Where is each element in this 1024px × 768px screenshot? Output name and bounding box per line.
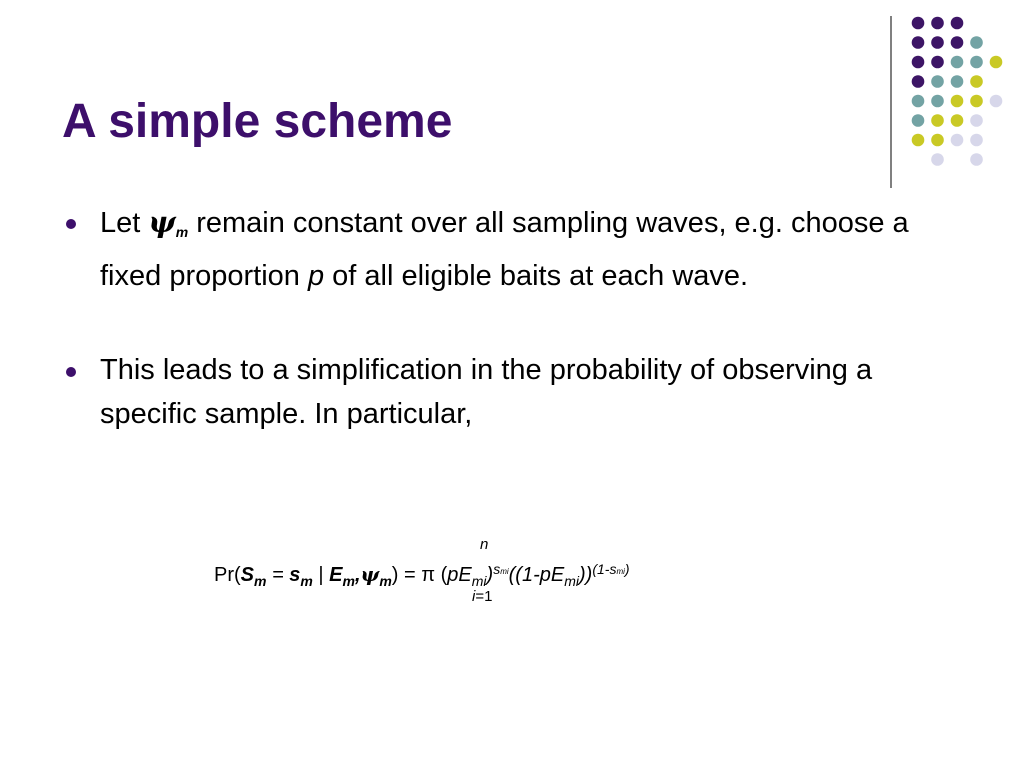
formula-comma: , bbox=[354, 564, 361, 586]
lower-limit-i: i bbox=[472, 588, 476, 605]
decorative-dot bbox=[951, 56, 964, 69]
decorative-dot bbox=[970, 95, 983, 108]
decorative-dot bbox=[951, 75, 964, 88]
probability-formula bbox=[214, 536, 814, 616]
formula-sub-mi: mi bbox=[564, 573, 579, 589]
decorative-dot bbox=[912, 75, 925, 88]
bullet-text-b: of all eligible baits at each wave. bbox=[324, 260, 749, 292]
formula-s: s bbox=[289, 564, 301, 586]
formula-pE: pE bbox=[447, 564, 472, 586]
decorative-dot bbox=[951, 95, 964, 108]
decorative-dot bbox=[970, 36, 983, 49]
decorative-dot bbox=[970, 75, 983, 88]
decorative-dot bbox=[990, 56, 1003, 69]
decorative-dot bbox=[912, 17, 925, 30]
formula-middle: ((1-pE bbox=[508, 564, 565, 586]
decorative-dot bbox=[912, 134, 925, 147]
bullet-prefix: Let bbox=[100, 207, 149, 239]
formula-close1: ) bbox=[486, 564, 494, 586]
product-upper-limit: n bbox=[480, 536, 489, 553]
decorative-dot bbox=[931, 75, 944, 88]
decorative-dot bbox=[912, 95, 925, 108]
formula-sub-mi: mi bbox=[471, 573, 487, 589]
formula-eq: = bbox=[266, 564, 290, 586]
formula-exponent-2 bbox=[592, 561, 629, 577]
bullet-marker-icon bbox=[66, 219, 76, 229]
bullet-marker-icon bbox=[66, 367, 76, 377]
decorative-dot bbox=[931, 95, 944, 108]
decorative-dot bbox=[912, 114, 925, 127]
formula-E: E bbox=[329, 564, 343, 586]
bullet-text: This leads to a simplification in the probability of observing a specific sample. In particular, bbox=[100, 354, 873, 430]
decorative-dot bbox=[912, 56, 925, 69]
formula-sub-m: m bbox=[254, 573, 267, 589]
psi-subscript: m bbox=[175, 224, 189, 240]
decorative-dot bbox=[912, 36, 925, 49]
decorative-dot bbox=[970, 153, 983, 166]
decorative-dot bbox=[931, 56, 944, 69]
product-lower-limit bbox=[472, 588, 492, 605]
decorative-dot bbox=[970, 134, 983, 147]
decorative-dot bbox=[951, 114, 964, 127]
decorative-dot bbox=[951, 36, 964, 49]
decorative-dot bbox=[970, 114, 983, 127]
psi-symbol: ψ bbox=[148, 205, 176, 239]
bullet-item-psi bbox=[64, 200, 944, 298]
bullet-list bbox=[64, 200, 944, 436]
decorative-dot bbox=[931, 153, 944, 166]
formula-exponent-1 bbox=[493, 561, 508, 577]
bullet-text bbox=[100, 200, 944, 298]
bullet-text-a: remain constant over all sampling waves, e.g. choose a fixed proportion bbox=[100, 207, 909, 292]
formula-close2: )) bbox=[579, 564, 593, 586]
formula-S: S bbox=[240, 564, 255, 586]
slide-title: A simple scheme bbox=[62, 95, 453, 148]
decorative-dot bbox=[951, 17, 964, 30]
formula-sup2-mi: mi bbox=[616, 567, 625, 576]
formula-pr: Pr( bbox=[214, 564, 241, 586]
decorative-dot bbox=[931, 114, 944, 127]
formula-sup-mi: mi bbox=[500, 567, 509, 576]
decorative-dot bbox=[990, 95, 1003, 108]
formula-sub-m: m bbox=[379, 573, 392, 589]
formula-bar: | bbox=[312, 564, 330, 586]
decorative-dot bbox=[931, 17, 944, 30]
formula-main-line bbox=[214, 556, 630, 594]
lower-limit-eq: =1 bbox=[475, 588, 493, 605]
formula-sup2-close: ) bbox=[624, 561, 630, 577]
formula-product: ) = π ( bbox=[391, 564, 448, 586]
formula-psi: ψ bbox=[360, 562, 380, 586]
formula-sup2-open: (1-s bbox=[592, 561, 617, 577]
formula-sub-m: m bbox=[342, 573, 355, 589]
decorative-dot bbox=[951, 134, 964, 147]
decorative-dot bbox=[931, 36, 944, 49]
formula-sup-s: s bbox=[493, 561, 501, 577]
proportion-symbol: p bbox=[307, 260, 325, 292]
bullet-item-simplification bbox=[64, 348, 944, 436]
formula-sub-m: m bbox=[300, 573, 313, 589]
decorative-dot bbox=[931, 134, 944, 147]
decorative-dot bbox=[970, 56, 983, 69]
decorative-dot-grid bbox=[0, 0, 1024, 200]
vertical-divider bbox=[890, 16, 892, 188]
